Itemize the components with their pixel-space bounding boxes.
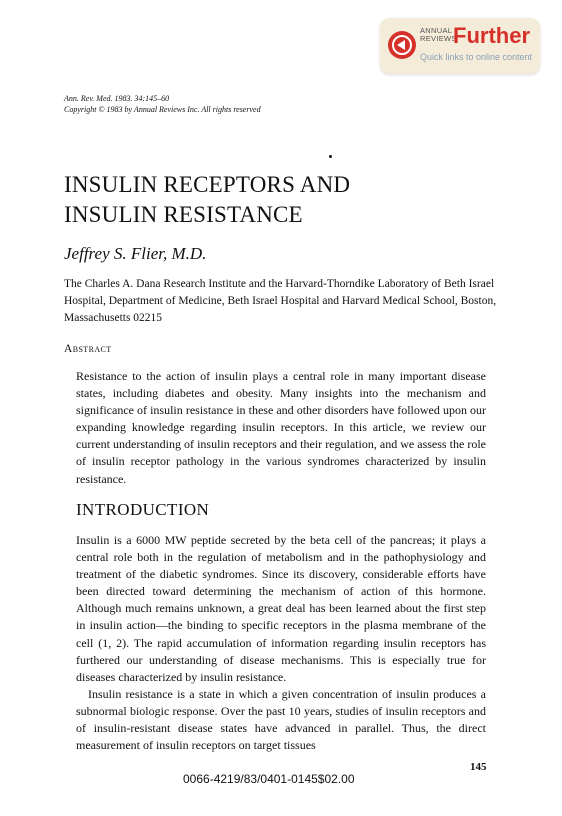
introduction-heading: INTRODUCTION [76, 500, 210, 519]
annual-reviews-further-badge[interactable] [380, 18, 540, 74]
title-line2: INSULIN RESISTANCE [64, 202, 303, 227]
badge-small-line2: REVIEWS [420, 34, 457, 43]
journal-citation [64, 93, 261, 115]
badge-publisher-label [420, 26, 457, 43]
badge-further-label: Further [453, 23, 530, 48]
citation-line2: Copyright © 1983 by Annual Reviews Inc. All rights reserved [64, 105, 261, 114]
page-number: 145 [470, 761, 487, 773]
article-code: 0066-4219/83/0401-0145$02.00 [183, 772, 355, 786]
abstract-heading: Abstract [64, 343, 112, 355]
intro-paragraph-2: Insulin resistance is a state in which a given concentration of insulin produces a subnormal biologic response. Over the past 10 years, studies of insulin receptors and of insulin-resistant disease states have advanced in parallel. Thus, the direct measurement of insulin receptors on target tissues [76, 686, 486, 753]
badge-quick-links-label: Quick links to online content [420, 52, 533, 62]
introduction-body [76, 532, 486, 754]
badge-small-line1: ANNUAL [420, 26, 453, 35]
author-name: Jeffrey S. Flier, M.D. [64, 244, 207, 263]
play-back-icon [388, 31, 416, 59]
author-affiliation: The Charles A. Dana Research Institute and the Harvard-Thorndike Laboratory of Beth Israel Hospital, Department of Medicine, Beth Israel Hospital and Harvard Medical School, Boston, Massachusetts 02215 [64, 278, 497, 324]
intro-paragraph-1: Insulin is a 6000 MW peptide secreted by the beta cell of the pancreas; it plays a central role both in the regulation of metabolism and in the pathophysiology and treatment of the diabetic syndromes. Since its discovery, considerable efforts have been directed toward determining the mechanism of action of this hormone. Although much remains unknown, a great deal has been learned about the first step in insulin action—the binding to specific receptors in the plasma membrane of the cell (1, 2). The rapid accumulation of information regarding insulin receptors has furthered our understanding of disease mechanisms. This is especially true for diseases characterized by insulin resistance. [76, 533, 486, 684]
stray-mark [329, 155, 332, 158]
abstract-body: Resistance to the action of insulin plays a central role in many important disease states, including diabetes and obesity. Many insights into the mechanism and significance of insulin resistance in these and other disorders have followed upon our expanding knowledge regarding insulin receptors. In this article, we review our current understanding of insulin receptors and their regulation, and we assess the role of insulin receptor pathology in the various syndromes characterized by insulin resistance. [76, 369, 486, 486]
article-title [64, 170, 350, 230]
citation-line1: Ann. Rev. Med. 1983. 34:145–60 [64, 94, 170, 103]
title-line1: INSULIN RECEPTORS AND [64, 172, 351, 197]
